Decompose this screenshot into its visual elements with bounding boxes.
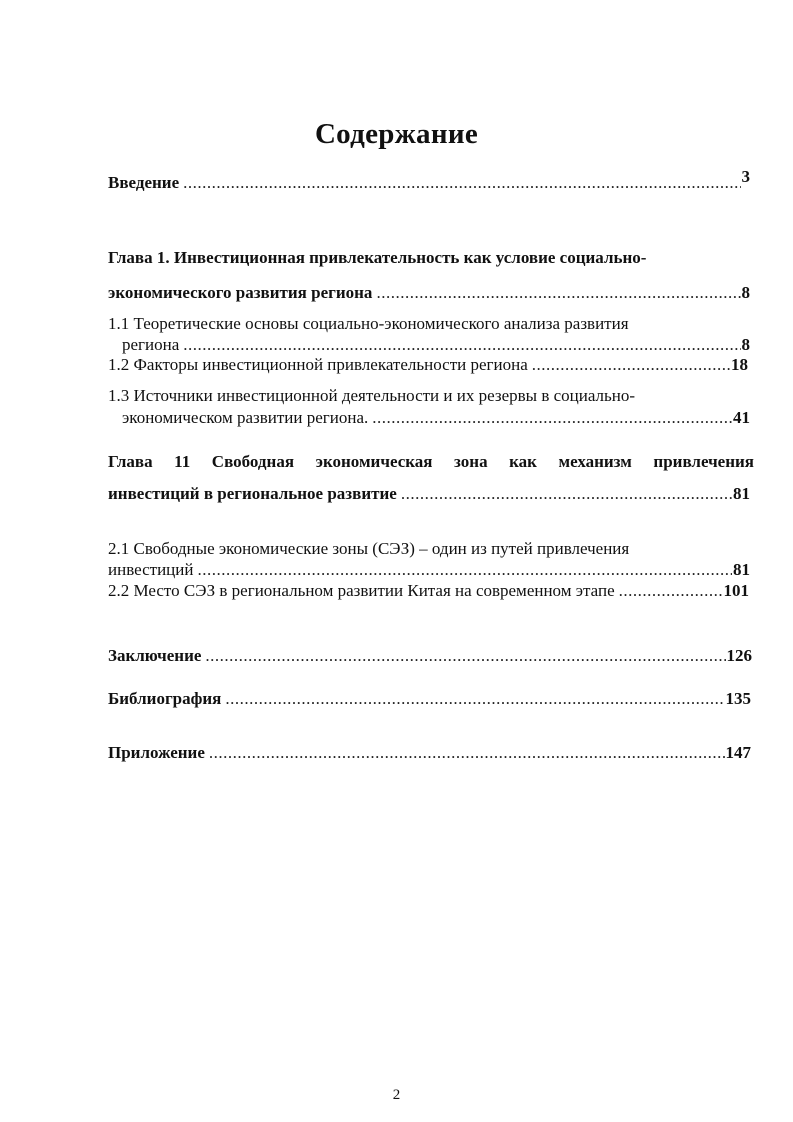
toc-entry-section-2-1	[108, 560, 750, 580]
toc-entry-label: Приложение	[108, 743, 205, 762]
toc-entry-label: Введение	[108, 173, 180, 192]
toc-page-number: 18	[731, 355, 748, 374]
chapter2-title-line1: Глава 11 Свободная экономическая зона как механизм привлечения	[108, 452, 754, 471]
toc-page-number: 8	[741, 283, 750, 302]
leader-dots	[376, 283, 740, 303]
section-1-3-line1: 1.3 Источники инвестиционной деятельности и их резервы в социально-	[108, 386, 636, 405]
toc-page-number: 81	[733, 560, 750, 579]
section-1-3-line2: экономическом развитии региона.	[122, 408, 369, 427]
toc-entry-intro	[108, 167, 750, 193]
leader-dots	[209, 743, 725, 763]
page-title: Содержание	[314, 118, 479, 150]
leader-dots	[205, 646, 725, 666]
toc-entry-conclusion	[108, 646, 752, 666]
toc-entry-label: Библиография	[108, 689, 222, 708]
leader-dots	[183, 173, 740, 193]
toc-page-number: 3	[741, 167, 750, 186]
toc-page-number: 126	[726, 646, 752, 665]
leader-dots	[619, 581, 723, 601]
toc-page-number: 147	[725, 743, 751, 762]
toc-entry-section-2-2	[108, 581, 749, 601]
toc-entry-section-1-1	[122, 335, 750, 355]
toc-entry-section-1-3	[122, 408, 750, 428]
section-1-1-line2: региона	[122, 335, 180, 354]
toc-entry-chapter1	[108, 283, 750, 303]
toc-page-number: 41	[733, 408, 750, 427]
toc-entry-bibliography	[108, 689, 751, 709]
section-1-1-line1: 1.1 Теоретические основы социально-экономического анализа развития	[108, 314, 629, 333]
chapter1-title-line1: Глава 1. Инвестиционная привлекательность как условие социально-	[108, 248, 647, 267]
section-2-1-line2: инвестиций	[108, 560, 194, 579]
section-2-2-label: 2.2 Место СЭЗ в региональном развитии Китая на современном этапе	[108, 581, 615, 600]
leader-dots	[532, 355, 730, 375]
toc-entry-section-1-2	[108, 355, 748, 375]
page-number: 2	[392, 1087, 401, 1103]
toc-page-number: 135	[725, 689, 751, 708]
leader-dots	[372, 408, 732, 428]
toc-entry-label: Заключение	[108, 646, 202, 665]
leader-dots	[197, 560, 732, 580]
leader-dots	[401, 484, 732, 504]
toc-page-number: 8	[741, 335, 750, 354]
toc-page-number: 81	[733, 484, 750, 503]
leader-dots	[183, 335, 740, 355]
section-1-2-label: 1.2 Факторы инвестиционной привлекательности региона	[108, 355, 528, 374]
section-2-1-line1: 2.1 Свободные экономические зоны (СЭЗ) – один из путей привлечения	[108, 539, 630, 558]
toc-entry-appendix	[108, 743, 751, 763]
chapter2-title-line2: инвестиций в региональное развитие	[108, 484, 397, 503]
leader-dots	[225, 689, 724, 709]
toc-entry-chapter2	[108, 484, 750, 504]
chapter1-title-line2: экономического развития региона	[108, 283, 373, 302]
toc-page-number: 101	[723, 581, 749, 600]
